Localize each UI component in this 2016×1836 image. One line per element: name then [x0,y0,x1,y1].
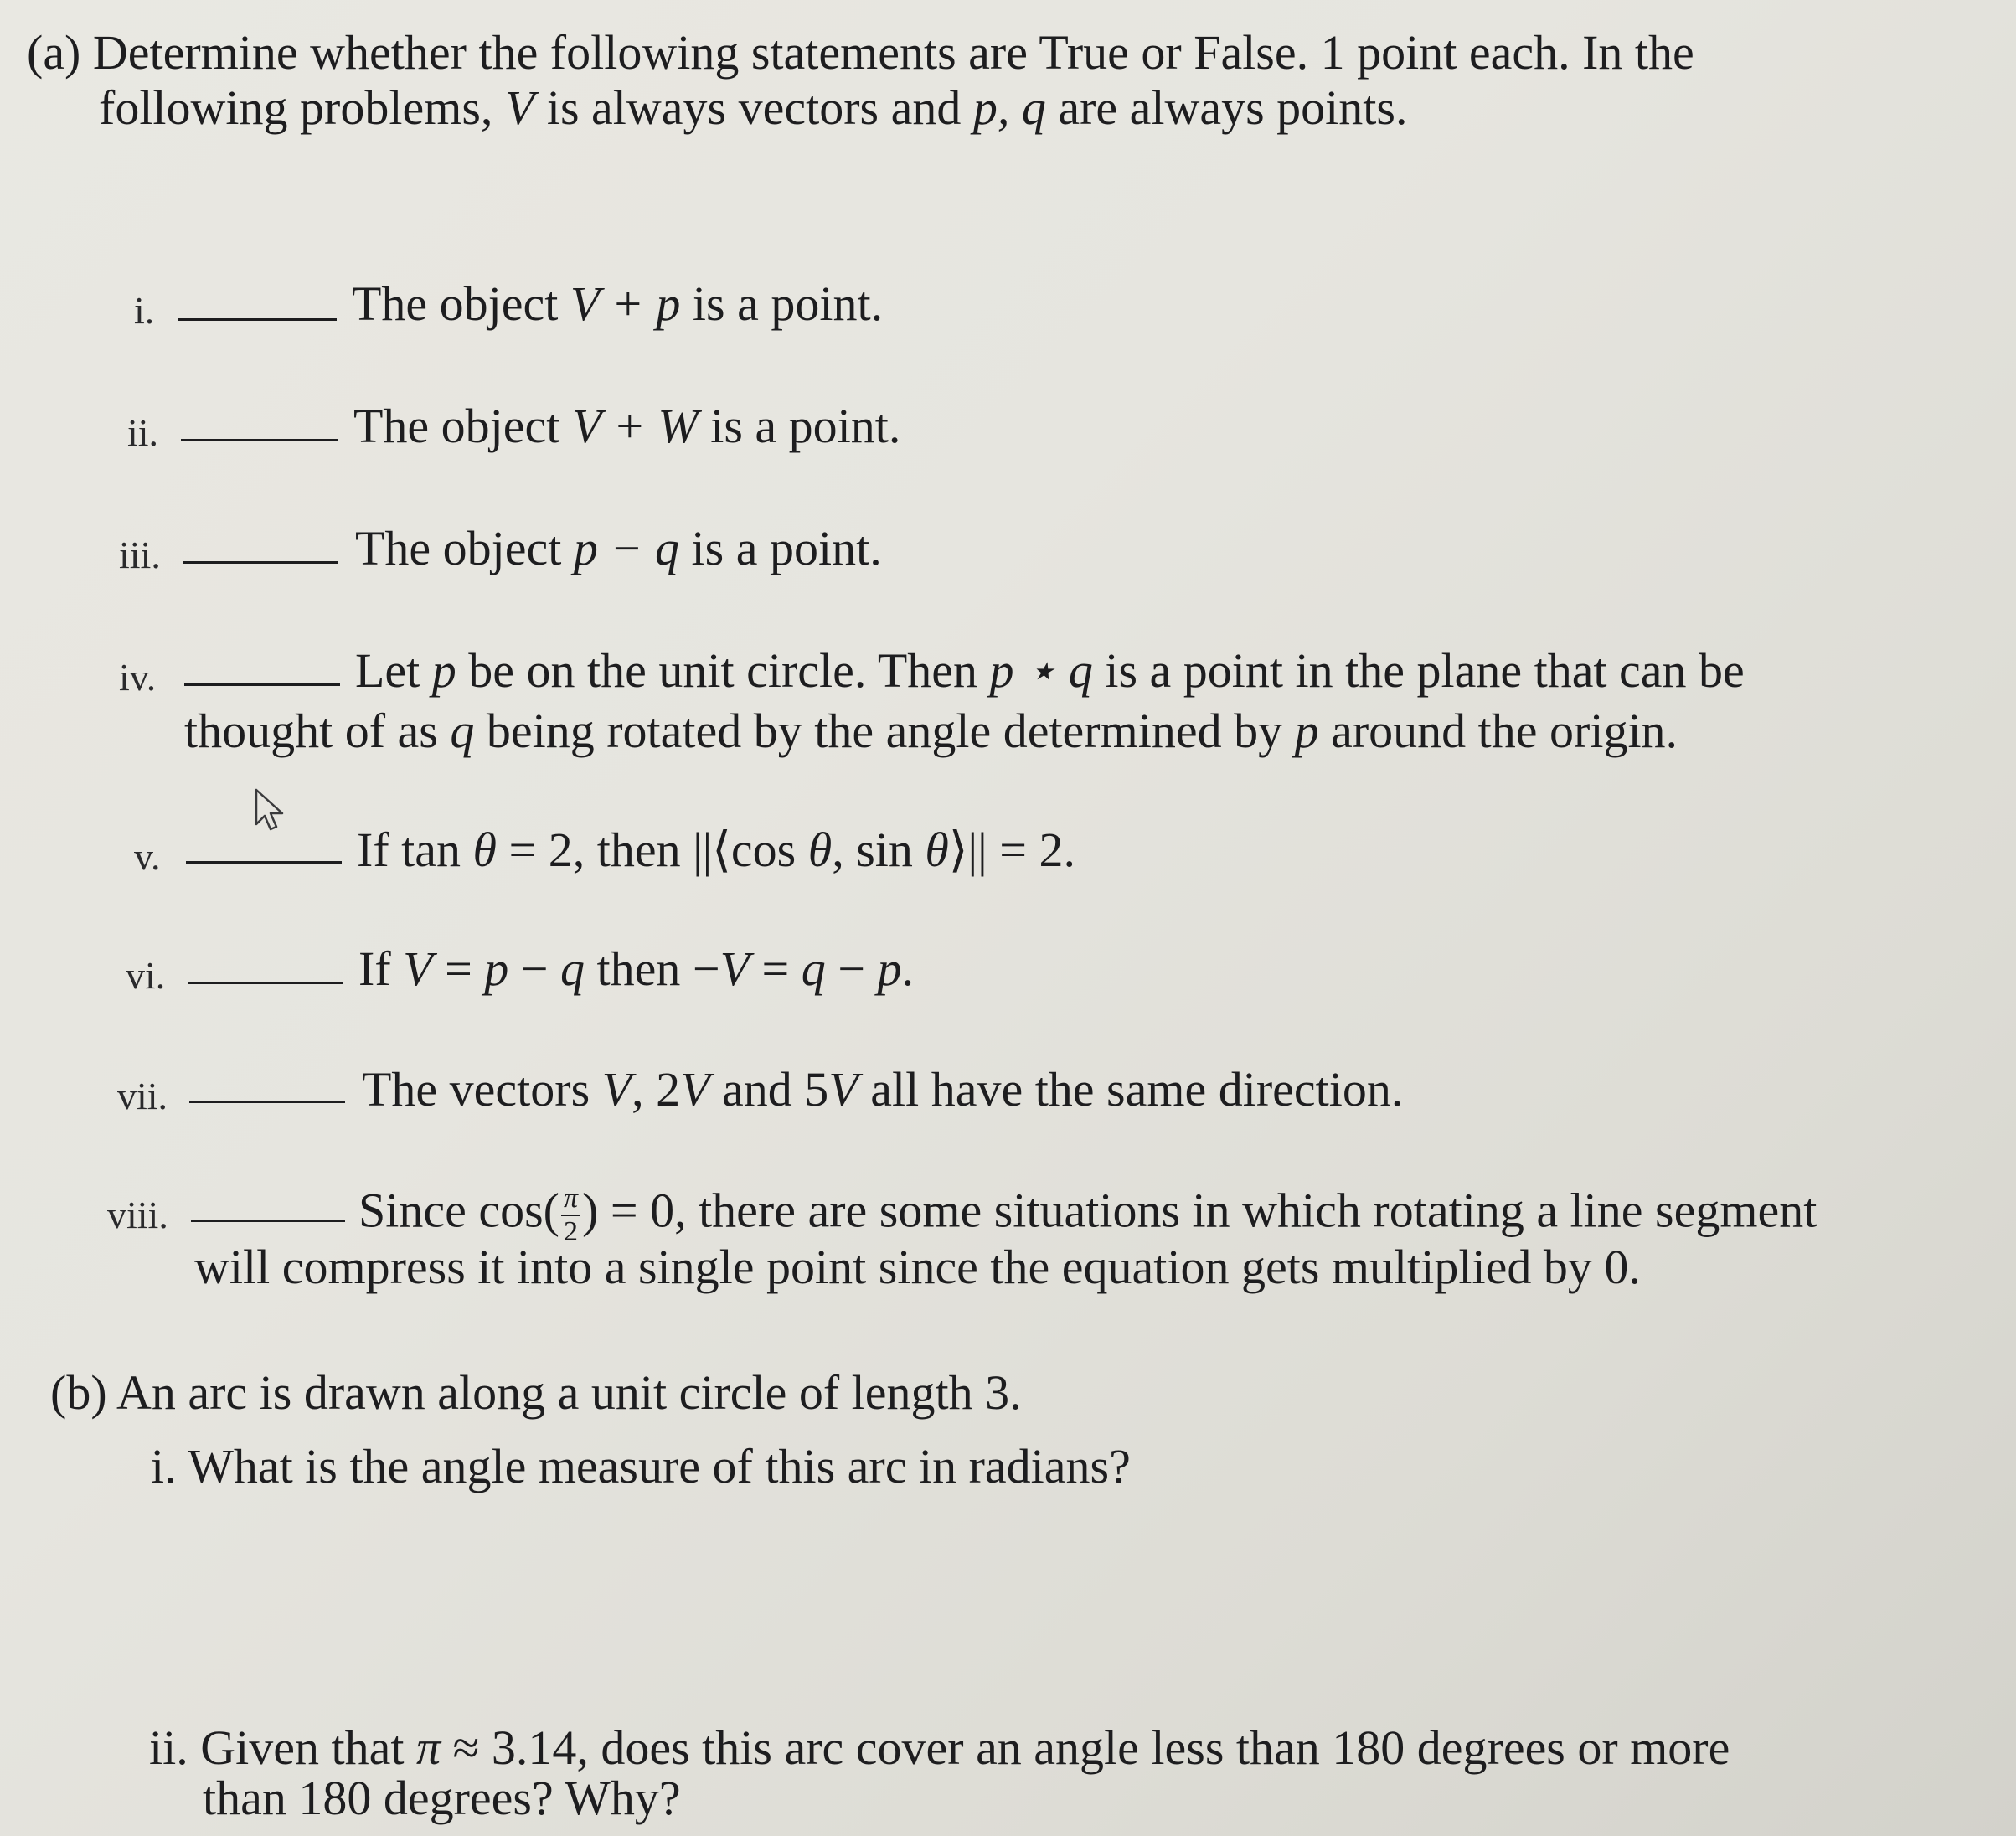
item-v-statement [357,823,1075,877]
text: − [825,941,878,996]
text: Given that [200,1720,405,1775]
text: = 2, then ||⟨cos [497,823,808,877]
item-i-answer-blank[interactable] [178,318,337,321]
text: is a point. [698,399,901,453]
math: q [450,704,475,758]
text: = [750,941,802,996]
item-iv-statement-line2 [184,704,1678,758]
item-i-number: i. [134,289,155,332]
text: = [432,941,485,996]
question-i-text: What is the angle measure of this arc in radians? [188,1439,1131,1493]
math: p [484,941,509,996]
text: ⟩|| = 2. [948,823,1075,877]
part-b-question-i [151,1439,1131,1493]
math: p − q [573,521,680,575]
math: p ⋆ q [989,643,1093,698]
text: If tan [357,823,473,877]
part-a-intro-line1 [27,25,1694,80]
math: V [719,941,750,996]
item-viii-statement-line2 [194,1240,1641,1294]
item-viii-statement-line1 [358,1184,1817,1246]
math: p [1294,704,1319,758]
text: is a point. [680,276,884,331]
part-a-label: (a) [27,25,81,80]
part-b-label: (b) [50,1365,107,1420]
item-vii-number: vii. [117,1075,168,1117]
math: V + p [570,276,681,331]
text: The object [353,399,572,453]
text: around the origin. [1318,704,1678,758]
item-vi-number: vi. [126,954,166,997]
math: V + W [571,399,699,453]
math: θ [472,823,497,877]
item-iii-answer-blank[interactable] [183,561,338,564]
part-b-question-ii-line1 [149,1720,1730,1775]
item-iv-number: iv. [119,656,157,699]
part-b-text: An arc is drawn along a unit circle of length 3. [116,1365,1022,1420]
text: , 2 [632,1062,681,1117]
part-a-intro-line2 [99,80,1408,135]
intro-suffix: are always points. [1058,80,1408,135]
item-i-statement [352,276,884,331]
math: θ [807,823,833,877]
text: thought of as [184,704,451,758]
math: p [877,941,902,996]
math: q [801,941,826,996]
item-vi-answer-blank[interactable] [188,982,343,984]
question-i-number: i. [151,1439,177,1493]
text: all have the same direction. [858,1062,1404,1117]
text: , sin [832,823,926,877]
intro-var-pq: p, q [972,80,1046,135]
question-ii-number: ii. [149,1720,188,1775]
text: being rotated by the angle determined by [474,704,1295,758]
fraction-numerator: π [561,1184,580,1216]
math: V [828,1062,858,1117]
text: The object [352,276,570,331]
part-b-question-ii-line2: than 180 degrees? Why? [203,1771,681,1825]
pi-over-2-fraction [561,1184,580,1246]
intro-prefix: following problems, [99,80,493,135]
item-vi-statement [358,941,914,996]
text: be on the unit circle. Then [456,643,990,698]
item-iii-statement [355,521,882,575]
text: will compress it into a single point since the equation gets multiplied by 0. [194,1240,1641,1294]
text: Since cos( [358,1183,559,1238]
text: is a point. [679,521,882,575]
math: θ [925,823,949,877]
intro-var-v: V [504,80,535,135]
text: then − [585,941,720,996]
part-a-intro-text: Determine whether the following statements are True or False. 1 point each. In the [92,25,1694,80]
text: Let [355,643,432,698]
math: p [431,643,456,698]
item-ii-statement [353,399,901,453]
math: V [403,941,433,996]
item-viii-answer-blank[interactable] [191,1220,345,1222]
item-ii-answer-blank[interactable] [181,439,338,441]
item-vii-statement [362,1062,1404,1117]
item-ii-number: ii. [127,411,159,454]
part-b-intro [50,1365,1022,1420]
item-iv-statement-line1 [355,643,1745,698]
text: . [901,941,914,996]
item-v-number: v. [134,835,161,878]
text: The vectors [362,1062,602,1117]
text: The object [355,521,574,575]
text: − [508,941,561,996]
math: V [680,1062,710,1117]
math: V [601,1062,632,1117]
mouse-pointer-icon [253,787,286,834]
math: π [415,1720,441,1775]
math: q [560,941,585,996]
text: is a point in the plane that can be [1092,643,1745,698]
fraction-denominator: 2 [564,1216,579,1247]
item-iii-number: iii. [119,534,161,576]
item-viii-number: viii. [107,1194,168,1236]
text: If [358,941,404,996]
item-v-answer-blank[interactable] [186,861,342,864]
text: ≈ 3.14, does this arc cover an angle less than 180 degrees or more [452,1720,1730,1775]
item-vii-answer-blank[interactable] [189,1101,345,1103]
intro-mid: is always vectors and [546,80,962,135]
item-iv-answer-blank[interactable] [184,683,340,686]
text: ) = 0, there are some situations in which rotating a line segment [582,1183,1817,1238]
text: and 5 [709,1062,829,1117]
